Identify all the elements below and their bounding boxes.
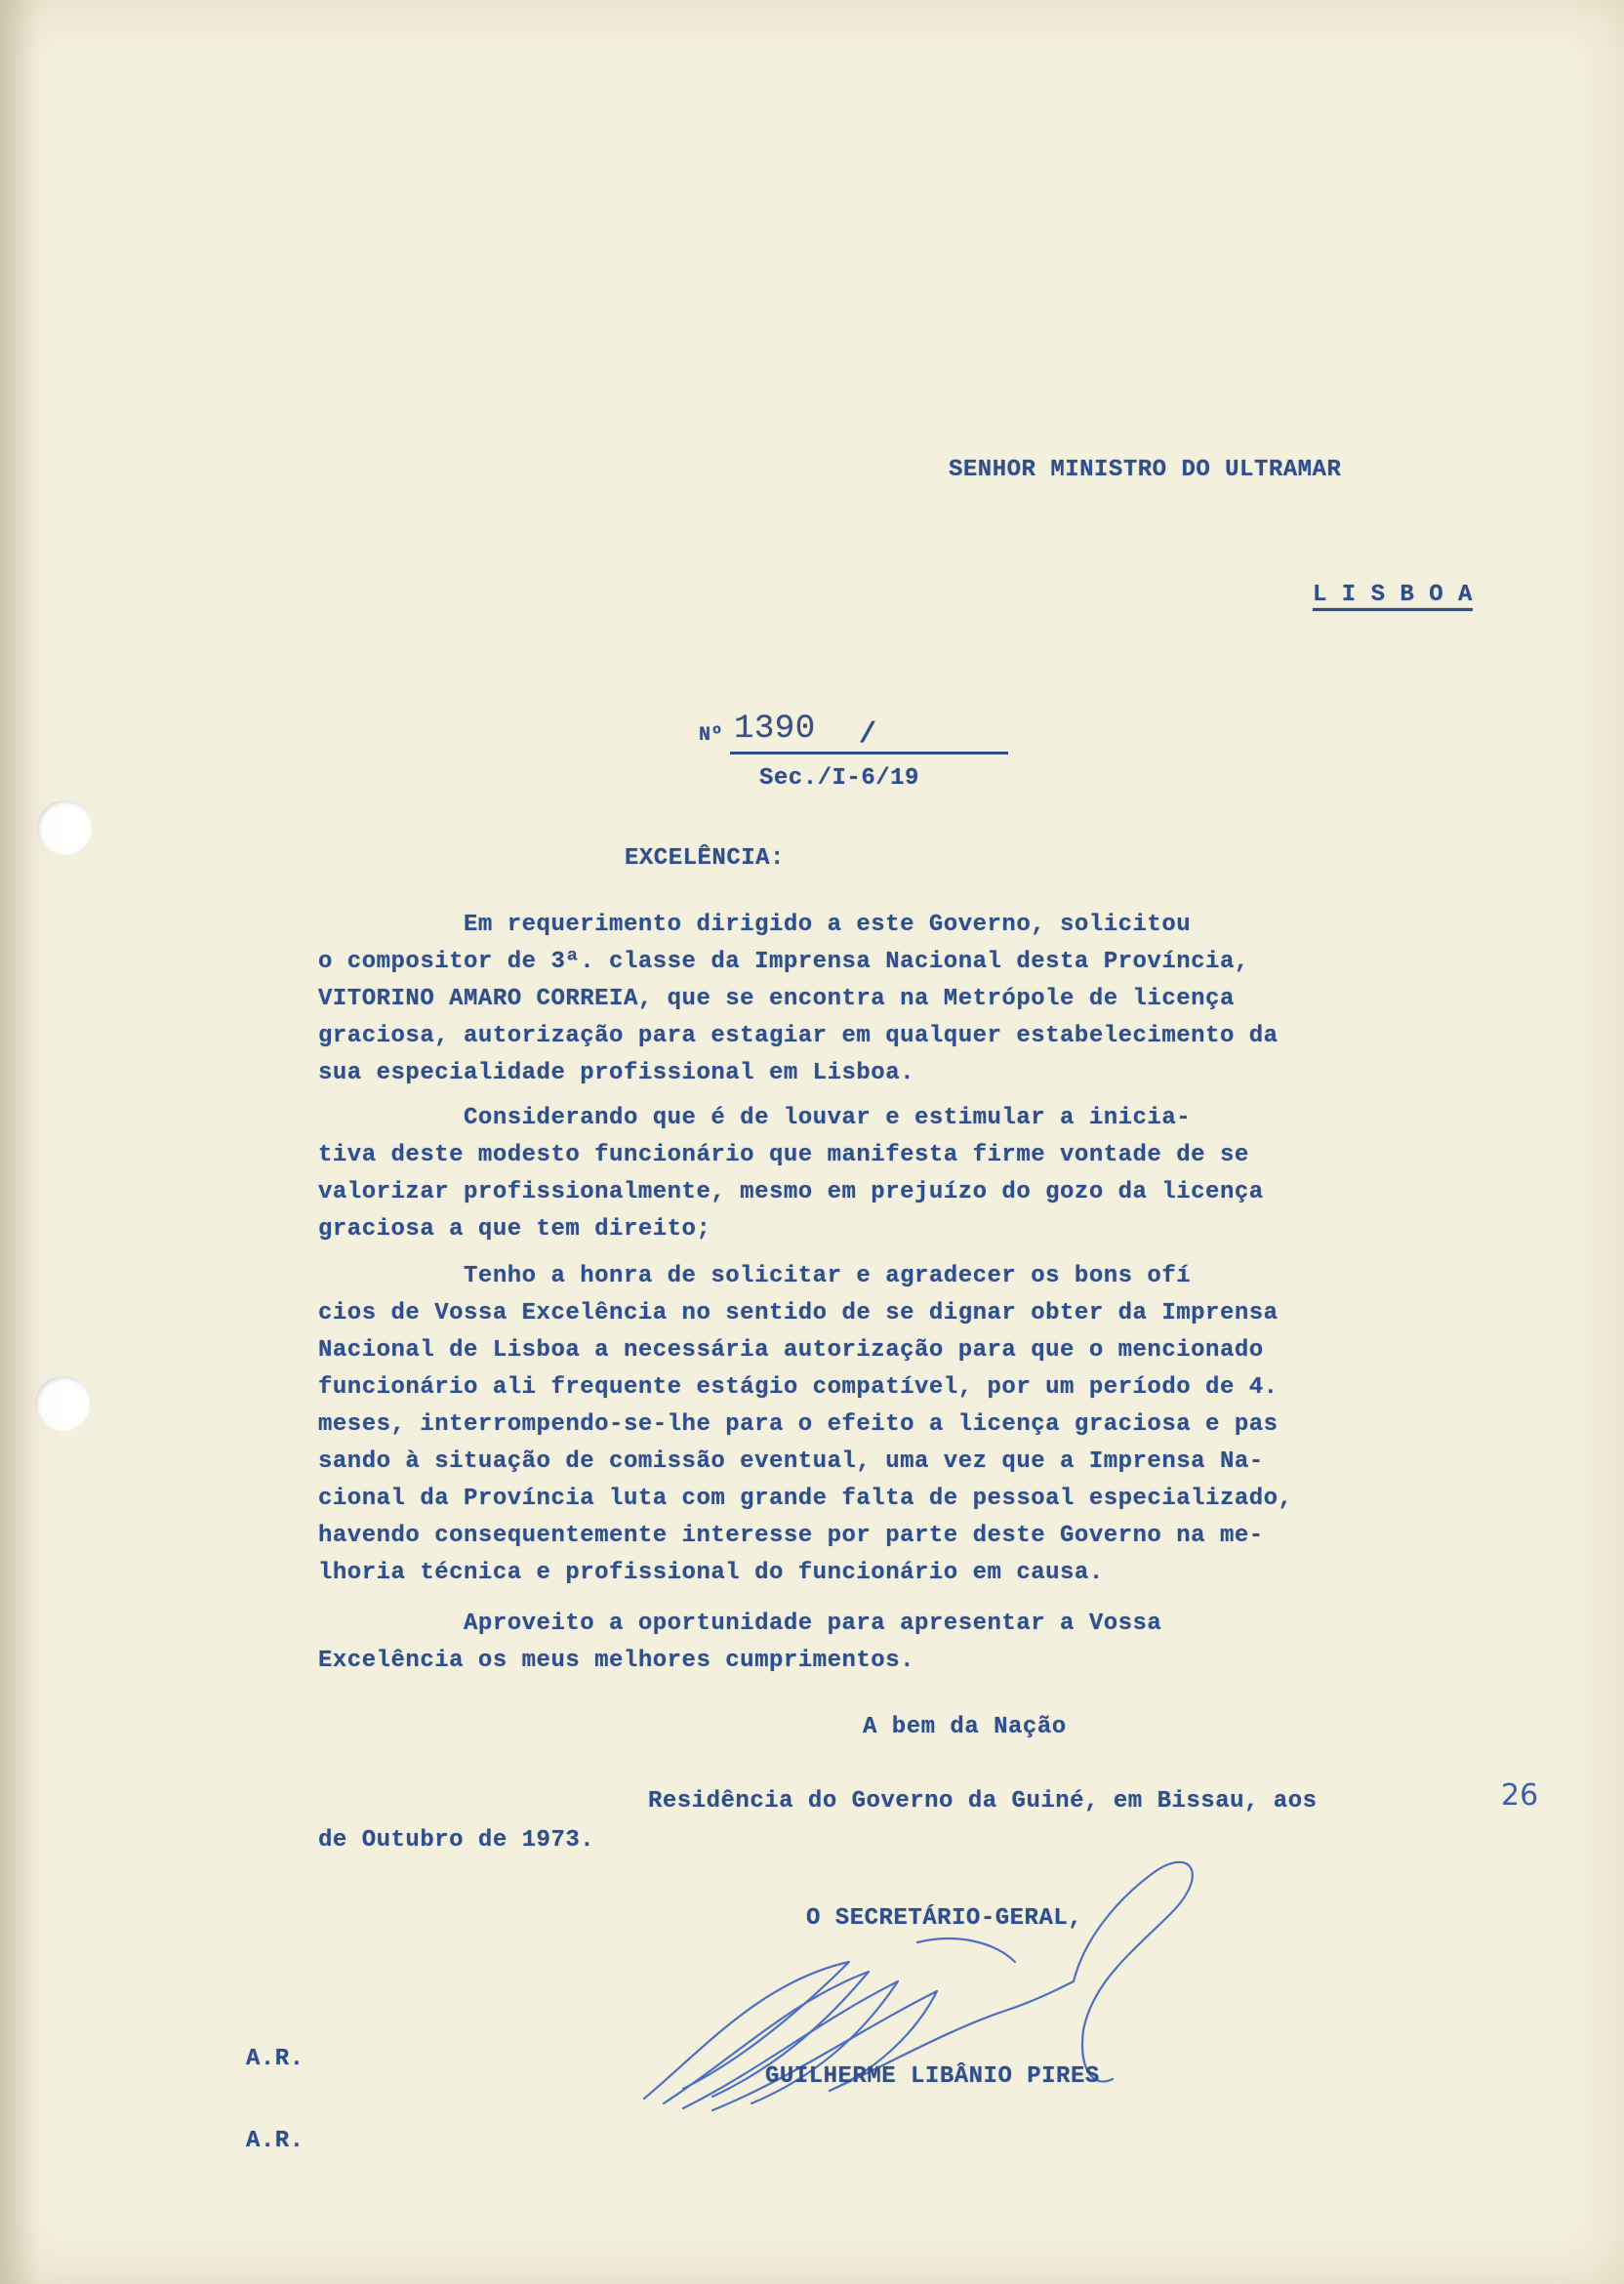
punch-hole-bottom	[35, 1376, 90, 1431]
paragraph-line: Nacional de Lisboa a necessária autorização para que o mencionado	[318, 1337, 1264, 1364]
paragraph-line: cional da Província luta com grande falta de pessoal especializado,	[318, 1486, 1293, 1512]
closing-formula: A bem da Nação	[863, 1714, 1067, 1740]
reference-suffix: /	[859, 718, 877, 752]
paragraph-line: graciosa, autorização para estagiar em qualquer estabelecimento da	[318, 1023, 1279, 1049]
salutation: EXCELÊNCIA:	[625, 845, 785, 872]
paragraph-line: Aproveito a oportunidade para apresentar a Vossa	[318, 1611, 1162, 1637]
paragraph-line: sando à situação de comissão eventual, uma vez que a Imprensa Na-	[318, 1448, 1264, 1475]
signatory-title: O SECRETÁRIO-GERAL,	[806, 1905, 1083, 1932]
signatory-name: GUILHERME LIBÂNIO PIRES	[765, 2063, 1100, 2090]
recipient-city: L I S B O A	[1313, 582, 1473, 608]
paragraph-line: valorizar profissionalmente, mesmo em prejuízo do gozo da licença	[318, 1179, 1264, 1205]
paragraph-line: Considerando que é de louvar e estimular a inicia-	[318, 1105, 1192, 1131]
place-date-line-1: Residência do Governo da Guiné, em Bissau, aos	[648, 1788, 1318, 1815]
reference-number: 1390	[734, 711, 816, 748]
ar-mark-2: A.R.	[246, 2128, 304, 2154]
paragraph-line: Tenho a honra de solicitar e agradecer os bons ofí	[318, 1263, 1192, 1289]
handwritten-day: 26	[1501, 1778, 1539, 1813]
paragraph-line: graciosa a que tem direito;	[318, 1216, 711, 1243]
paragraph-line: meses, interrompendo-se-lhe para o efeito a licença graciosa e pas	[318, 1411, 1279, 1438]
paragraph-line: funcionário ali frequente estágio compatível, por um período de 4.	[318, 1374, 1279, 1401]
ar-mark-1: A.R.	[246, 2046, 304, 2072]
reference-section: Sec./I-6/19	[759, 765, 919, 792]
paragraph-line: Excelência os meus melhores cumprimentos.	[318, 1648, 914, 1674]
punch-hole-top	[37, 800, 92, 855]
paragraph-line: cios de Vossa Excelência no sentido de se dignar obter da Imprensa	[318, 1300, 1279, 1326]
paragraph-line: tiva deste modesto funcionário que manifesta firme vontade de se	[318, 1142, 1249, 1168]
paragraph-line: o compositor de 3ª. classe da Imprensa Nacional desta Província,	[318, 949, 1249, 975]
reference-prefix: Nº	[699, 724, 724, 747]
paragraph-line: Em requerimento dirigido a este Governo, solicitou	[318, 912, 1192, 938]
place-date-line-2: de Outubro de 1973.	[318, 1827, 595, 1854]
recipient-title: SENHOR MINISTRO DO ULTRAMAR	[949, 457, 1342, 483]
paragraph-line: lhoria técnica e profissional do funcionário em causa.	[318, 1560, 1104, 1586]
paragraph-line: havendo consequentemente interesse por parte deste Governo na me-	[318, 1523, 1264, 1549]
paragraph-line: VITORINO AMARO CORREIA, que se encontra na Metrópole de licença	[318, 986, 1235, 1012]
paragraph-line: sua especialidade profissional em Lisboa.	[318, 1060, 914, 1086]
reference-underline	[730, 752, 1008, 755]
